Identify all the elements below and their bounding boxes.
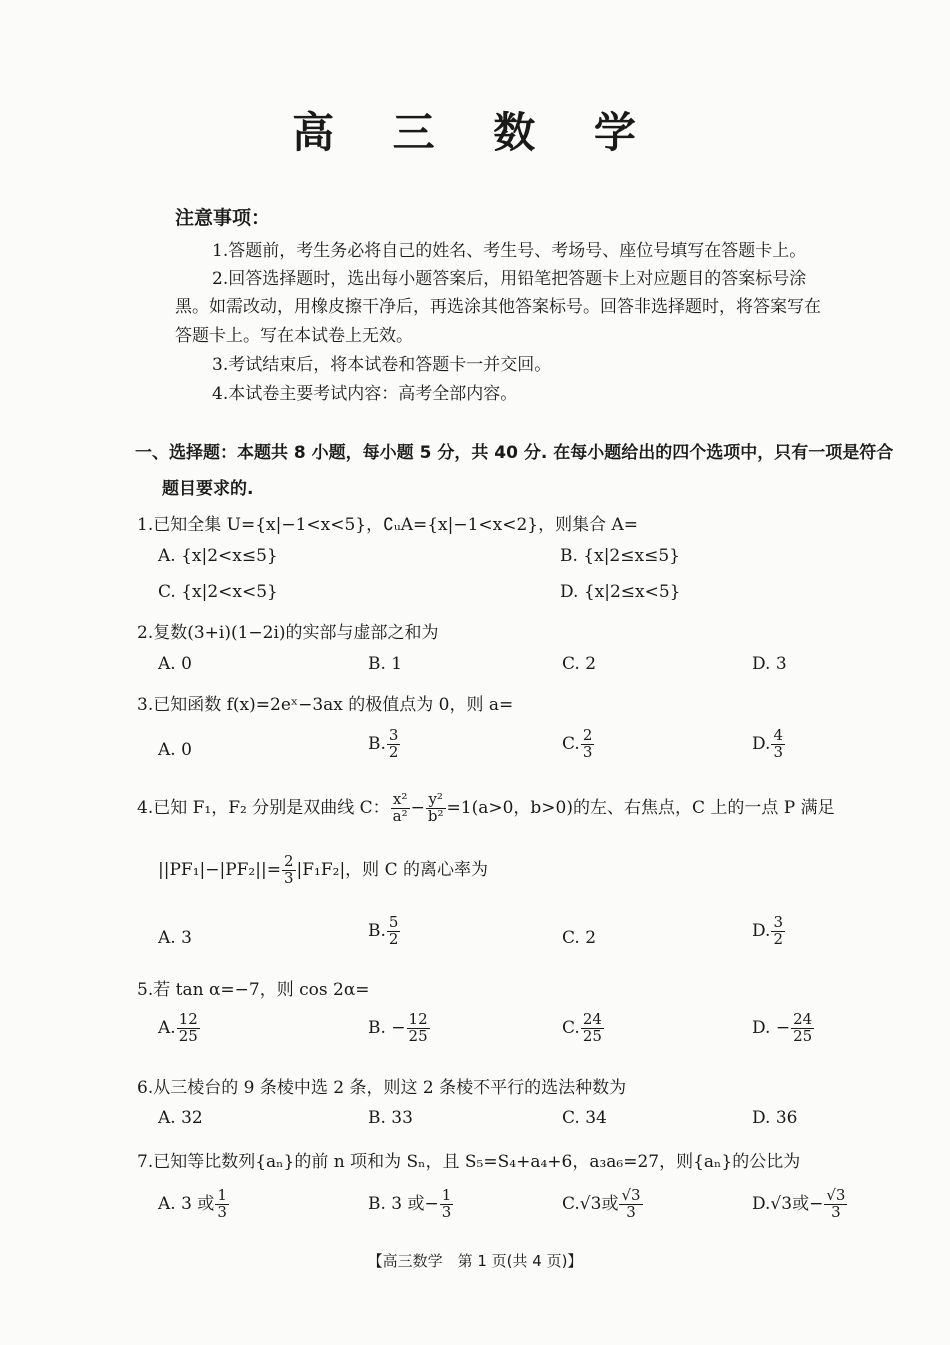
q4-stem: 4.已知 F₁，F₂ 分别是双曲线 C： $\frac{\text{x²}}{\text{a²}}$ − $\frac{\text{y²}}{\text{b²}}$ =1(a>0，b>0)的左、右焦点，C 上的一点 P 满足 (137, 790, 835, 825)
q7-option-d-fraction: $\frac{√3}{3}$ (826, 1186, 846, 1221)
q4-option-b: B. $\frac{5}{2}$ (368, 913, 399, 948)
q2-option-b: B. 1 (368, 654, 403, 674)
q3-option-b-fraction: $\frac{3}{2}$ (388, 726, 399, 761)
q7-option-c: C.√3或 $\frac{√3}{3}$ (562, 1186, 641, 1221)
q5-option-c: C. $\frac{24}{25}$ (562, 1010, 602, 1045)
q4-option-d: D. $\frac{3}{2}$ (752, 913, 783, 948)
section-heading-line2: 题目要求的. (162, 479, 254, 499)
q5-option-c-fraction: $\frac{24}{25}$ (582, 1010, 602, 1045)
q1-stem: 1.已知全集 U={x|−1<x<5}，∁ᵤA={x|−1<x<2}，则集合 A= (137, 515, 639, 535)
q7-stem: 7.已知等比数列{aₙ}的前 n 项和为 Sₙ，且 S₅=S₄+a₄+6，a₃a₆=27，则{aₙ}的公比为 (137, 1152, 801, 1172)
q5-option-a: A. $\frac{12}{25}$ (158, 1010, 198, 1045)
notice-item-3: 3.考试结束后，将本试卷和答题卡一并交回。 (212, 355, 552, 375)
notice-item-4: 4.本试卷主要考试内容：高考全部内容。 (212, 384, 518, 404)
q7-option-a: A. 3 或 $\frac{1}{3}$ (158, 1186, 227, 1221)
q4-option-b-fraction: $\frac{5}{2}$ (388, 913, 399, 948)
q1-option-a: A. {x|2<x≤5} (158, 546, 278, 566)
q7-option-a-fraction: $\frac{1}{3}$ (217, 1186, 227, 1221)
q3-stem: 3.已知函数 f(x)=2eˣ−3ax 的极值点为 0，则 a= (137, 695, 514, 715)
q4-option-a: A. 3 (158, 928, 192, 948)
q4-option-d-fraction: $\frac{3}{2}$ (773, 913, 783, 948)
q6-stem: 6.从三棱台的 9 条棱中选 2 条，则这 2 条棱不平行的选法种数为 (137, 1078, 627, 1098)
q2-option-c: C. 2 (562, 654, 597, 674)
q2-option-d: D. 3 (752, 654, 787, 674)
q6-option-a: A. 32 (158, 1108, 203, 1128)
q4-fraction-y: $\frac{\text{y²}}{\text{b²}}$ (427, 790, 444, 825)
q3-option-a: A. 0 (158, 740, 192, 760)
q3-option-c-label: C. (562, 733, 580, 754)
q7-option-b-fraction: $\frac{1}{3}$ (441, 1186, 452, 1221)
q6-option-d: D. 36 (752, 1108, 798, 1128)
q6-option-c: C. 34 (562, 1108, 607, 1128)
notice-heading: 注意事项： (175, 207, 271, 229)
q1-option-d: D. {x|2≤x<5} (560, 582, 681, 602)
q3-option-b-label: B. (368, 733, 386, 754)
notice-item-2b: 黑。如需改动，用橡皮擦干净后，再选涂其他答案标号。回答非选择题时，将答案写在 (175, 297, 821, 317)
q5-option-d: D. − $\frac{24}{25}$ (752, 1010, 813, 1045)
q7-option-b: B. 3 或− $\frac{1}{3}$ (368, 1186, 452, 1221)
page-footer: 【高三数学 第 1 页(共 4 页)】 (367, 1252, 583, 1270)
q7-option-c-fraction: $\frac{√3}{3}$ (621, 1186, 641, 1221)
q5-option-a-fraction: $\frac{12}{25}$ (178, 1010, 198, 1045)
q5-stem: 5.若 tan α=−7，则 cos 2α= (137, 980, 370, 1000)
page-title: 高 三 数 学 (292, 108, 658, 157)
notice-item-1: 1.答题前，考生务必将自己的姓名、考生号、考场号、座位号填写在答题卡上。 (212, 241, 807, 261)
notice-item-2c: 答题卡上。写在本试卷上无效。 (175, 326, 413, 346)
section-heading-line1: 一、选择题：本题共 8 小题，每小题 5 分，共 40 分. 在每小题给出的四个选项中，只有一项是符合 (135, 443, 894, 463)
q4-fraction-two-thirds: $\frac{2}{3}$ (283, 852, 294, 887)
q4-fraction-x: $\frac{\text{x²}}{\text{a²}}$ (392, 790, 408, 825)
q1-option-b: B. {x|2≤x≤5} (560, 546, 680, 566)
q7-option-d: D.√3或− $\frac{√3}{3}$ (752, 1186, 846, 1221)
q4-option-c: C. 2 (562, 928, 597, 948)
q6-option-b: B. 33 (368, 1108, 413, 1128)
q2-stem: 2.复数(3+i)(1−2i)的实部与虚部之和为 (137, 623, 439, 643)
q3-option-d-fraction: $\frac{4}{3}$ (773, 726, 783, 761)
q3-option-c-fraction: $\frac{2}{3}$ (582, 726, 593, 761)
q3-option-d-label: D. (752, 733, 771, 754)
q2-option-a: A. 0 (158, 654, 192, 674)
q5-option-b: B. − $\frac{12}{25}$ (368, 1010, 428, 1045)
q3-option-b (368, 728, 401, 761)
q4-stem-line2: ||PF₁|−|PF₂||= $\frac{2}{3}$ |F₁F₂|，则 C 的离心率为 (158, 852, 488, 887)
notice-item-2a: 2.回答选择题时，选出每小题答案后，用铅笔把答题卡上对应题目的答案标号涂 (212, 269, 807, 289)
q3-option-c (562, 728, 595, 761)
q3-option-d (752, 728, 786, 761)
q5-option-b-fraction: $\frac{12}{25}$ (408, 1010, 428, 1045)
q5-option-d-fraction: $\frac{24}{25}$ (793, 1010, 813, 1045)
q1-option-c: C. {x|2<x<5} (158, 582, 278, 602)
